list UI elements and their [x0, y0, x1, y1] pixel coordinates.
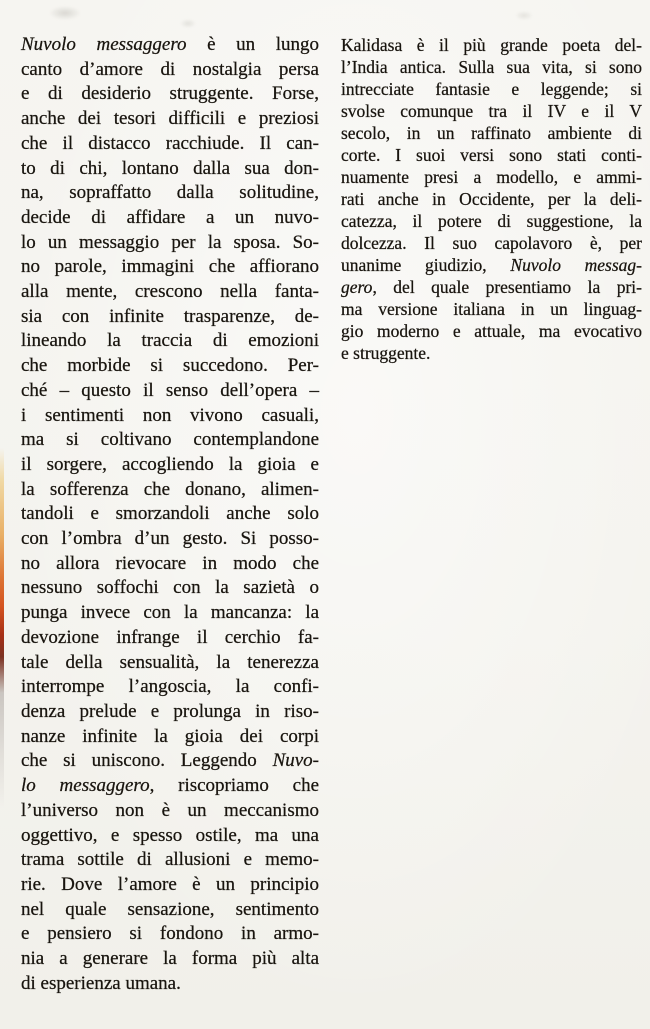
text-line: corte. I suoi versi sono stati conti-	[341, 145, 642, 165]
text-line: lo un messaggio per la sposa. So-	[21, 231, 319, 253]
text-line: svolse comunque tra il IV e il V	[341, 101, 642, 121]
text-line: la sofferenza che donano, alimen-	[21, 478, 319, 500]
text-line: no allora rievocare in modo che	[21, 552, 319, 574]
text-line: con l’ombra d’un gesto. Si posso-	[21, 528, 319, 550]
text-line: decide di affidare a un nuvo-	[21, 206, 319, 228]
text-line: alla mente, crescono nella fanta-	[21, 281, 319, 303]
text-line: secolo, in un raffinato ambiente di	[341, 123, 642, 143]
text-line: lo messaggero, riscopriamo che	[21, 775, 319, 797]
right-text-column	[341, 34, 642, 364]
scan-smudge-artifact	[49, 6, 81, 20]
text-line: na, sopraffatto dalla solitudine,	[21, 182, 319, 204]
scan-smudge-artifact	[515, 11, 533, 20]
text-line: dolcezza. Il suo capolavoro è, per	[341, 233, 642, 253]
scan-edge-color-artifact	[0, 448, 4, 808]
text-line: rati anche in Occidente, per la deli-	[341, 189, 642, 209]
text-line: i sentimenti non vivono casuali,	[21, 404, 319, 426]
text-line: e di desiderio struggente. Forse,	[21, 83, 319, 105]
text-line: to di chi, lontano dalla sua don-	[21, 157, 319, 179]
scan-smudge-artifact	[180, 19, 196, 28]
text-line: il sorgere, accogliendo la gioia e	[21, 453, 319, 475]
text-line: gio moderno e attuale, ma evocativo	[341, 321, 642, 341]
text-line: nessuno soffochi con la sazietà o	[21, 577, 319, 599]
text-line: canto d’amore di nostalgia persa	[21, 58, 319, 80]
text-line: lineando la traccia di emozioni	[21, 330, 319, 352]
text-line: oggettivo, e spesso ostile, ma una	[21, 824, 319, 846]
text-line: ché – questo il senso dell’opera –	[21, 379, 319, 401]
text-line: sia con infinite trasparenze, de-	[21, 305, 319, 327]
text-line: catezza, il potere di suggestione, la	[341, 211, 642, 231]
text-line: punga invece con la mancanza: la	[21, 602, 319, 624]
text-line: gero, del quale presentiamo la pri-	[341, 277, 642, 297]
text-line: e pensiero si fondono in armo-	[21, 923, 319, 945]
text-line: devozione infrange il cerchio fa-	[21, 626, 319, 648]
text-line: anche dei tesori difficili e preziosi	[21, 108, 319, 130]
text-line: l’universo non è un meccanismo	[21, 799, 319, 821]
text-line: interrompe l’angoscia, la confi-	[21, 676, 319, 698]
text-line: ma si coltivano contemplandone	[21, 429, 319, 451]
text-line: che morbide si succedono. Per-	[21, 355, 319, 377]
text-line: nanze infinite la gioia dei corpi	[21, 725, 319, 747]
text-line: denza prelude e prolunga in riso-	[21, 700, 319, 722]
text-line: l’India antica. Sulla sua vita, si sono	[341, 57, 642, 77]
text-line: e struggente.	[341, 343, 431, 363]
text-line: rie. Dove l’amore è un principio	[21, 873, 319, 895]
text-line: nel quale sensazione, sentimento	[21, 898, 319, 920]
text-line: di esperienza umana.	[21, 972, 181, 994]
text-line: tandoli e smorzandoli anche solo	[21, 503, 319, 525]
text-line: Nuvolo messaggero è un lungo	[21, 34, 319, 55]
text-line: ma versione italiana in un linguag-	[341, 299, 642, 319]
text-line: no parole, immagini che affiorano	[21, 256, 319, 278]
text-line: che il distacco racchiude. Il can-	[21, 132, 319, 154]
text-line: tale della sensualità, la tenerezza	[21, 651, 319, 673]
text-line: nia a generare la forma più alta	[21, 948, 319, 970]
text-line: intrecciate fantasie e leggende; si	[341, 79, 642, 99]
text-line: trama sottile di allusioni e memo-	[21, 849, 319, 871]
left-text-column	[21, 33, 319, 996]
text-line: unanime giudizio, Nuvolo messag-	[341, 255, 642, 275]
text-line: che si uniscono. Leggendo Nuvo-	[21, 750, 319, 772]
text-line: Kalidasa è il più grande poeta del-	[341, 35, 642, 55]
text-line: nuamente presi a modello, e ammi-	[341, 167, 642, 187]
